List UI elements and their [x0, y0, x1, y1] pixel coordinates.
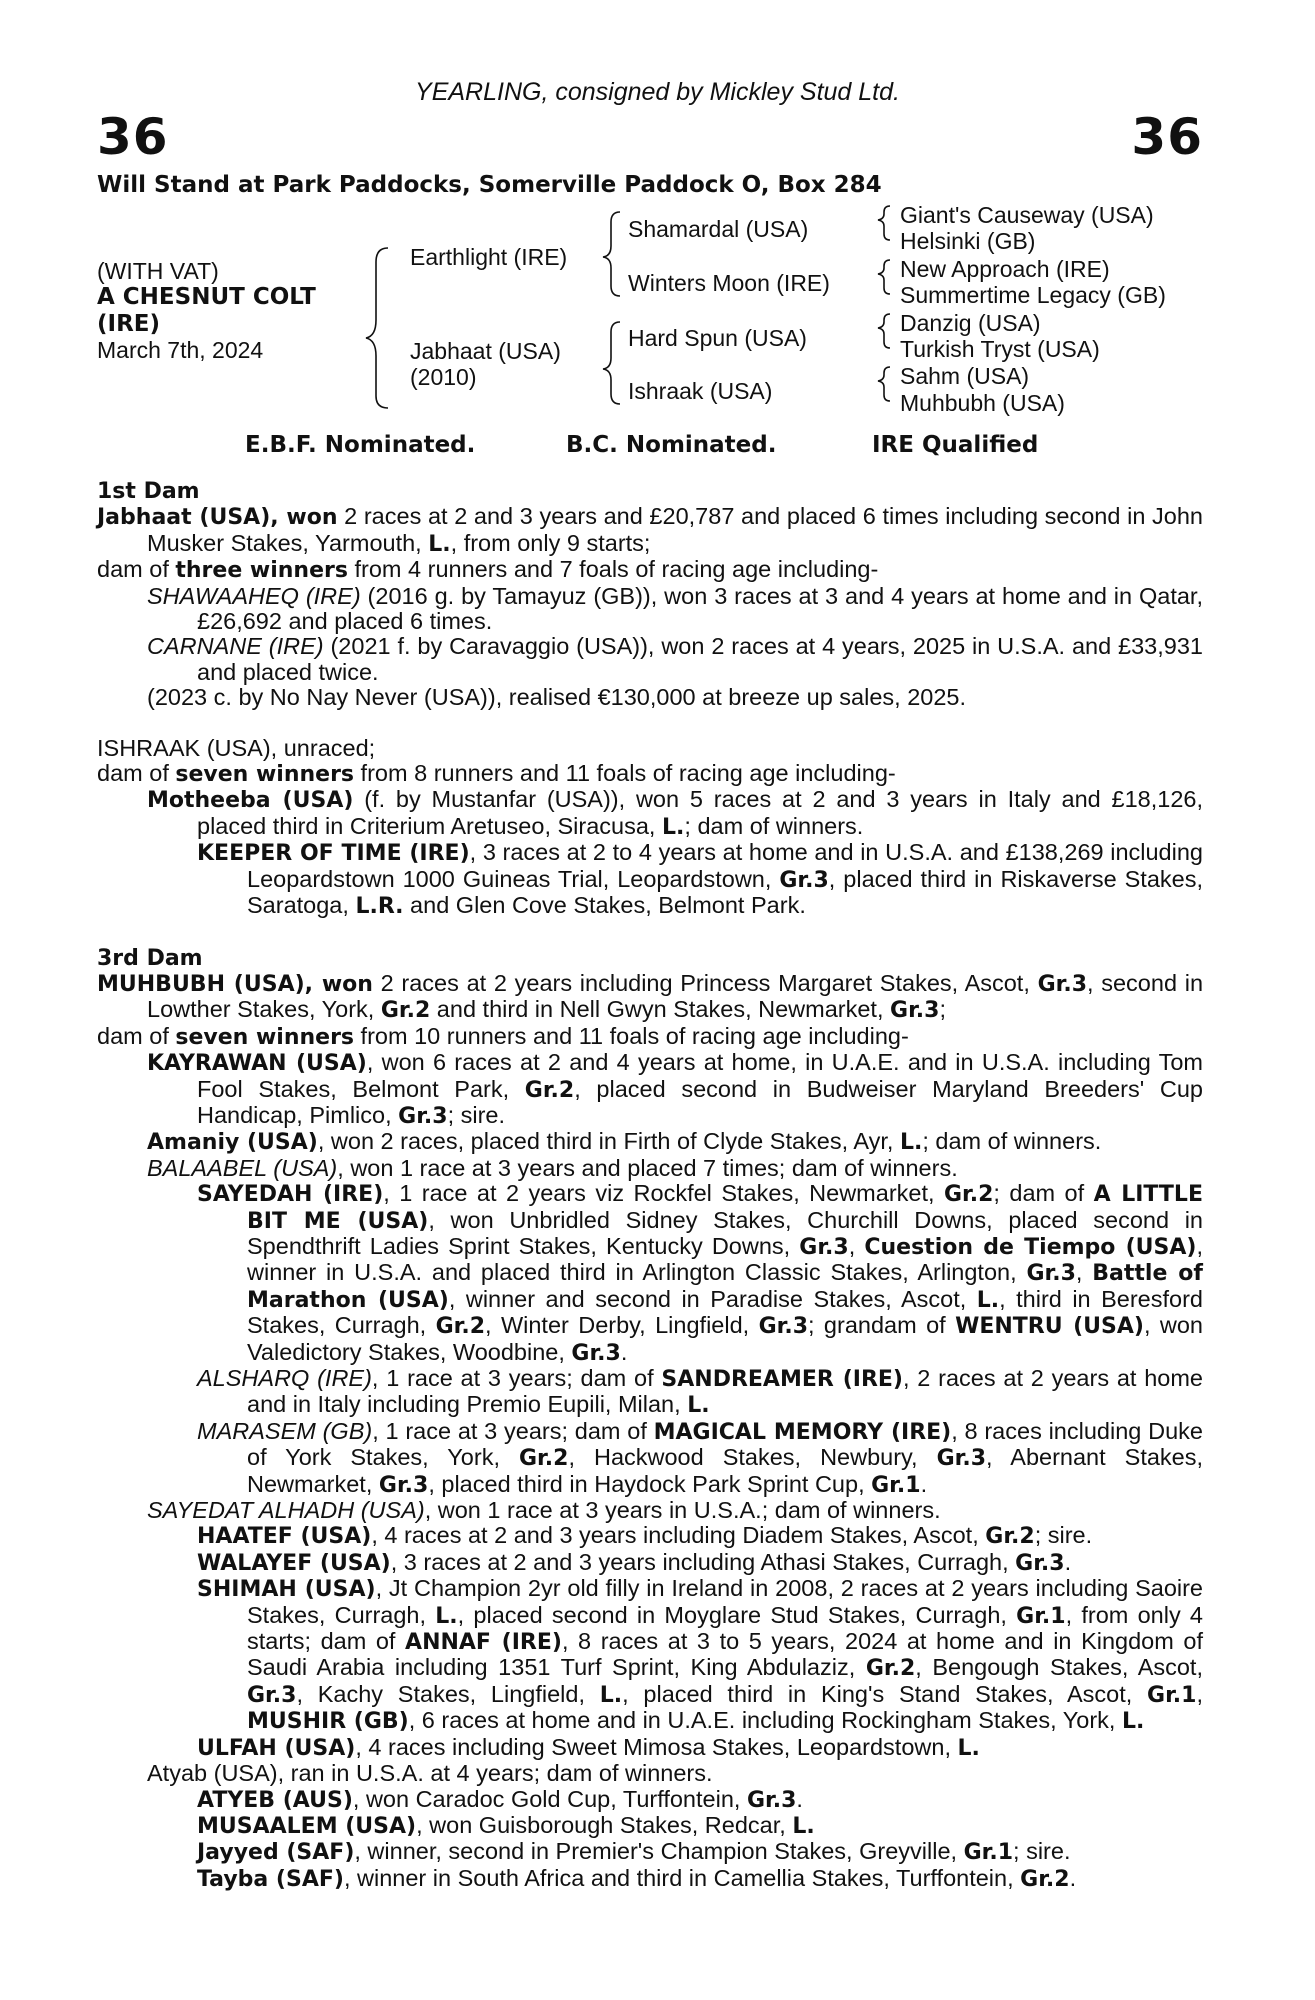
offspring-motheeba: Motheeba (USA) (f. by Mustanfar (USA)), won 5 races at 2 and 3 years in Italy and £18,126, placed third in Criterium Aretuseo, Siracusa, L.; dam of winners.	[147, 786, 1203, 840]
third-dam-heading: 3rd Dam	[97, 945, 203, 971]
ds-dam: Turkish Tryst (USA)	[900, 336, 1100, 362]
first-dam-record: Jabhaat (USA), won 2 races at 2 and 3 years and £20,787 and placed 6 times including second in John Musker Stakes, Yarmouth, L., from only 9 starts;	[97, 503, 1203, 557]
offspring-sayedah: SAYEDAH (IRE), 1 race at 2 years viz Rockfel Stakes, Newmarket, Gr.2; dam of A LITTLE BIT ME (USA), won Unbridled Sidney Stakes, Churchill Downs, placed second in Spendthrift Ladies Sprint Stakes, Kentucky Downs, Gr.3, Cuestion de Tiempo (USA), winner in U.S.A. and placed third in Arlington Classic Stakes, Arlington, Gr.3, Battle of Marathon (USA), winner and second in Paradise Stakes, Ascot, L., third in Beresford Stakes, Curragh, Gr.2, Winter Derby, Lingfield, Gr.3; grandam of WENTRU (USA), won Valedictory Stakes, Woodbine, Gr.3.	[197, 1180, 1204, 1366]
ire-qualified: IRE Qualified	[872, 432, 1039, 458]
bc-nominated: B.C. Nominated.	[566, 432, 777, 458]
offspring-alsharq: ALSHARQ (IRE), 1 race at 3 years; dam of SANDREAMER (IRE), 2 races at 2 years at home and in Italy including Premio Eupili, Milan, L.	[197, 1365, 1204, 1419]
third-dam-record: MUHBUBH (USA), won 2 races at 2 years including Princess Margaret Stakes, Ascot, Gr.3, second in Lowther Stakes, York, Gr.2 and third in Nell Gwyn Stakes, Newmarket, Gr.3;	[97, 969, 1204, 1024]
dam-year: (2010)	[410, 364, 477, 390]
second-dam-produce: dam of seven winners from 8 runners and 11 foals of racing age including-	[97, 760, 896, 788]
horse-country: (IRE)	[97, 311, 161, 337]
vat-note: (WITH VAT)	[97, 258, 219, 284]
sire-dam: Winters Moon (IRE)	[628, 270, 830, 296]
brace-ds	[878, 314, 890, 348]
lot-number-right: 36	[1131, 108, 1203, 166]
first-dam-heading: 1st Dam	[97, 479, 200, 504]
sire-sire: Shamardal (USA)	[628, 216, 809, 242]
offspring-ulfah: ULFAH (USA), 4 races including Sweet Mimosa Stakes, Leopardstown, L.	[197, 1733, 980, 1761]
offspring-marasem: MARASEM (GB), 1 race at 3 years; dam of MAGICAL MEMORY (IRE), 8 races including Duke of York Stakes, York, Gr.2, Hackwood Stakes, Newbury, Gr.3, Abernant Stakes, Newmarket, Gr.3, placed third in Haydock Park Sprint Cup, Gr.1.	[197, 1417, 1204, 1498]
third-dam-produce: dam of seven winners from 10 runners and 11 foals of racing age including-	[97, 1022, 909, 1050]
dam-sire: Hard Spun (USA)	[628, 325, 807, 351]
brace-dd	[878, 367, 890, 401]
offspring-carnane: CARNANE (IRE) (2021 f. by Caravaggio (USA)), won 2 races at 4 years, 2025 in U.S.A. and £33,931 and placed twice.	[147, 633, 1203, 685]
offspring-tayba: Tayba (SAF), winner in South Africa and third in Camellia Stakes, Turffontein, Gr.2.	[197, 1864, 1077, 1892]
ds-sire: Danzig (USA)	[900, 310, 1041, 336]
offspring-jayyed: Jayyed (SAF), winner, second in Premier's Champion Stakes, Greyville, Gr.1; sire.	[197, 1838, 1071, 1866]
offspring-keeper-of-time: KEEPER OF TIME (IRE), 3 races at 2 to 4 years at home and in U.S.A. and £138,269 including Leopardstown 1000 Guineas Trial, Leopardstown, Gr.3, placed third in Riskaverse Stakes, Saratoga, L.R. and Glen Cove Stakes, Belmont Park.	[197, 839, 1204, 920]
ebf-nominated: E.B.F. Nominated.	[245, 432, 476, 458]
sd-sire: New Approach (IRE)	[900, 256, 1110, 282]
dam: Jabhaat (USA)	[410, 338, 561, 364]
brace-dam	[603, 322, 620, 404]
stand-location: Will Stand at Park Paddocks, Somerville Paddock O, Box 284	[97, 172, 882, 198]
first-dam-produce: dam of three winners from 4 runners and 7 foals of racing age including-	[97, 556, 879, 584]
offspring-amaniy: Amaniy (USA), won 2 races, placed third in Firth of Clyde Stakes, Ayr, L.; dam of winners.	[147, 1128, 1102, 1156]
offspring-kayrawan: KAYRAWAN (USA), won 6 races at 2 and 4 years at home, in U.A.E. and in U.S.A. including Tom Fool Stakes, Belmont Park, Gr.2, placed second in Budweiser Maryland Breeders' Cup Handicap, Pimlico, Gr.3; sire.	[147, 1049, 1203, 1129]
offspring-haatef: HAATEF (USA), 4 races at 2 and 3 years including Diadem Stakes, Ascot, Gr.2; sire.	[197, 1522, 1093, 1550]
sire: Earthlight (IRE)	[410, 244, 568, 270]
dd-sire: Sahm (USA)	[900, 363, 1030, 389]
dd-dam: Muhbubh (USA)	[900, 390, 1065, 416]
brace-sire	[603, 212, 620, 296]
offspring-2023-colt: (2023 c. by No Nay Never (USA)), realised €130,000 at breeze up sales, 2025.	[147, 684, 967, 711]
foaling-date: March 7th, 2024	[97, 337, 264, 363]
sd-dam: Summertime Legacy (GB)	[900, 282, 1166, 308]
horse-description: A CHESNUT COLT	[97, 284, 316, 310]
offspring-walayef: WALAYEF (USA), 3 races at 2 and 3 years including Athasi Stakes, Curragh, Gr.3.	[197, 1548, 1072, 1576]
offspring-sayedat-alhadh: SAYEDAT ALHADH (USA), won 1 race at 3 years in U.S.A.; dam of winners.	[147, 1497, 941, 1524]
offspring-atyab: Atyab (USA), ran in U.S.A. at 4 years; dam of winners.	[147, 1760, 713, 1787]
offspring-balaabel: BALAABEL (USA), won 1 race at 3 years and placed 7 times; dam of winners.	[147, 1154, 958, 1181]
offspring-atyeb: ATYEB (AUS), won Caradoc Gold Cup, Turffontein, Gr.3.	[197, 1785, 803, 1813]
offspring-shimah: SHIMAH (USA), Jt Champion 2yr old filly in Ireland in 2008, 2 races at 2 years including Saoire Stakes, Curragh, L., placed second in Moyglare Stud Stakes, Curragh, Gr.1, from only 4 starts; dam of ANNAF (IRE), 8 races at 3 to 5 years, 2024 at home and in Kingdom of Saudi Arabia including 1351 Turf Sprint, King Abdulaziz, Gr.2, Bengough Stakes, Ascot, Gr.3, Kachy Stakes, Lingfield, L., placed third in King's Stand Stakes, Ascot, Gr.1, MUSHIR (GB), 6 races at home and in U.A.E. including Rockingham Stakes, York, L.	[197, 1575, 1204, 1735]
second-dam-intro: ISHRAAK (USA), unraced;	[97, 734, 376, 761]
lot-number-left: 36	[97, 108, 169, 166]
brace-ss	[878, 206, 890, 240]
ss-dam: Helsinki (GB)	[900, 228, 1036, 254]
offspring-musaalem: MUSAALEM (USA), won Guisborough Stakes, Redcar, L.	[197, 1811, 815, 1839]
consignor-line: YEARLING, consigned by Mickley Stud Ltd.	[415, 78, 900, 106]
ss-sire: Giant's Causeway (USA)	[900, 202, 1154, 228]
offspring-shawaaheq: SHAWAAHEQ (IRE) (2016 g. by Tamayuz (GB)), won 3 races at 3 and 4 years at home and in Qatar, £26,692 and placed 6 times.	[147, 582, 1203, 635]
dam-dam: Ishraak (USA)	[628, 378, 773, 404]
brace-sd	[878, 260, 890, 294]
catalogue-body	[97, 478, 1203, 1892]
brace-main	[366, 248, 388, 408]
